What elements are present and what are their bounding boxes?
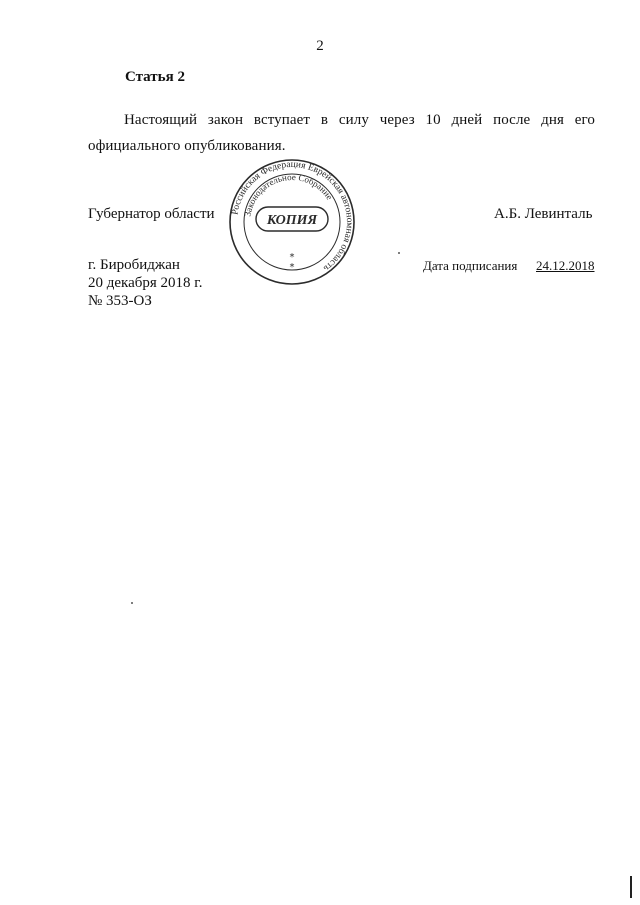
issue-date: 20 декабря 2018 г. (88, 275, 203, 291)
signatory-position: Губернатор области (88, 206, 215, 222)
signing-date-label: Дата подписания (423, 258, 518, 273)
seal-center-text: КОПИЯ (266, 213, 318, 228)
article-text-line-2: официального опубликования. (88, 138, 286, 154)
official-seal (228, 158, 356, 286)
article-text-line-1: Настоящий закон вступает в силу через 10 дней после дня его (124, 112, 595, 128)
seal-star-bottom: * (289, 262, 295, 273)
article-title: Статья 2 (125, 69, 185, 85)
signatory-name: А.Б. Левинталь (494, 206, 593, 222)
seal-ring-text: Российская Федерация Еврейская автономная область (230, 159, 355, 274)
signing-date-value: 24.12.2018 (536, 258, 595, 273)
scan-speck (131, 602, 133, 604)
scan-edge-mark (630, 876, 632, 898)
issue-place: г. Биробиджан (88, 257, 180, 273)
seal-star-top: * (289, 252, 295, 263)
scan-speck (398, 252, 400, 254)
seal-inner-text: Законодательное Собрание (242, 171, 335, 218)
page-number: 2 (316, 38, 324, 54)
law-number: № 353-ОЗ (88, 293, 152, 309)
